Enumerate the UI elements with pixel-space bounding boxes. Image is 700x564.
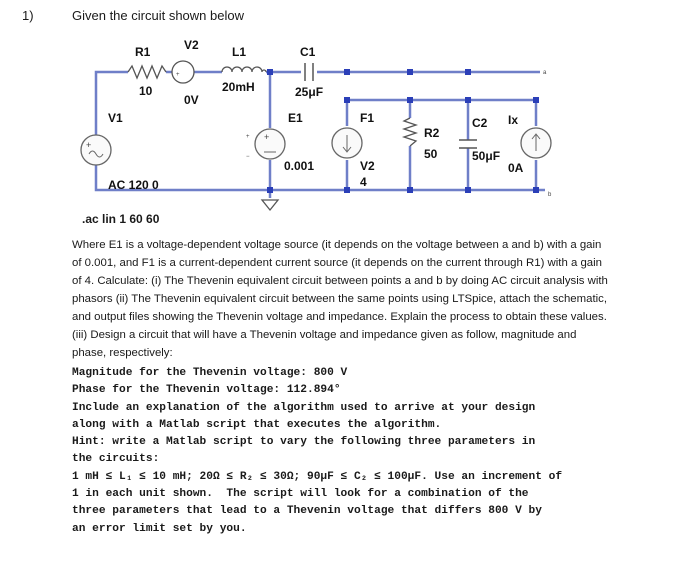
node-a-label: a	[543, 70, 547, 76]
description-line: (iii) Design a circuit that will have a Thevenin voltage and impedance given as follow, magnitude and	[72, 329, 577, 341]
e1-label: E1	[288, 111, 303, 125]
ix-label: Ix	[508, 113, 519, 127]
svg-text:−: −	[246, 154, 250, 160]
v1-source	[81, 135, 111, 165]
ix-source	[521, 128, 551, 158]
node-b-label: b	[548, 192, 552, 198]
svg-text:+: +	[264, 132, 270, 142]
c2-label: C2	[472, 116, 488, 130]
mono-line: Include an explanation of the algorithm used to arrive at your design	[72, 401, 536, 414]
description-line: phasors (ii) The Thevenin equivalent circuit between the same points using LTSpice, attach the schematic,	[72, 293, 608, 305]
v2-label: V2	[184, 38, 199, 52]
l1-value: 20mH	[222, 80, 255, 94]
description-line: phase, respectively:	[72, 347, 173, 359]
c1-capacitor	[305, 63, 313, 81]
f1-gain: 4	[360, 175, 367, 189]
mono-line: the circuits:	[72, 453, 160, 466]
mono-line: along with a Matlab script that executes the algorithm.	[72, 418, 442, 431]
svg-text:+: +	[86, 140, 92, 150]
e1-source	[246, 129, 285, 160]
v1-value: AC 120 0	[108, 178, 159, 192]
f1-label: F1	[360, 111, 375, 125]
question-title: Given the circuit shown below	[72, 8, 244, 23]
f1-source	[332, 128, 362, 158]
spice-directive: .ac lin 1 60 60	[82, 212, 160, 226]
r1-label: R1	[135, 45, 151, 59]
c2-value: 50μF	[472, 149, 501, 163]
mono-line: Phase for the Thevenin voltage: 112.894°	[72, 384, 341, 397]
question-number: 1)	[22, 8, 34, 23]
v1-label: V1	[108, 111, 123, 125]
mono-line: 1 in each unit shown. The script will look for a combination of the	[72, 488, 529, 501]
c1-value: 25μF	[295, 85, 324, 99]
description-line: Where E1 is a voltage-dependent voltage source (it depends on the voltage between a and b) with a gain	[72, 239, 602, 251]
v2-value: 0V	[184, 93, 199, 107]
v2-source	[172, 61, 194, 83]
r2-resistor	[404, 118, 416, 146]
description-paragraph	[72, 236, 644, 362]
e1-value: 0.001	[284, 159, 315, 173]
mono-line: Hint: write a Matlab script to vary the following three parameters in	[72, 436, 536, 449]
svg-text:+: +	[246, 134, 250, 140]
l1-label: L1	[232, 45, 247, 59]
circuit-schematic	[0, 30, 700, 214]
l1-inductor	[222, 67, 266, 72]
r1-resistor	[128, 66, 166, 78]
ix-value: 0A	[508, 161, 524, 175]
design-requirements	[72, 365, 652, 538]
ground-symbol	[262, 200, 278, 210]
description-line: of 4. Calculate: (i) The Thevenin equivalent circuit between points a and b by doing AC circuit analysis with	[72, 275, 608, 287]
description-line: of 0.001, and F1 is a current-dependent current source (it depends on the current through R1) with a gain	[72, 257, 602, 269]
r2-value: 50	[424, 147, 438, 161]
r1-value: 10	[139, 84, 153, 98]
mono-line: an error limit set by you.	[72, 522, 247, 535]
svg-text:+: +	[176, 72, 180, 78]
c2-capacitor	[459, 140, 477, 148]
f1-control: V2	[360, 159, 375, 173]
mono-line: Magnitude for the Thevenin voltage: 800 V	[72, 367, 348, 379]
mono-line: 1 mH ≤ L₁ ≤ 10 mH; 20Ω ≤ R₂ ≤ 30Ω; 90μF ≤ C₂ ≤ 100μF. Use an increment of	[72, 470, 563, 483]
r2-label: R2	[424, 126, 440, 140]
c1-label: C1	[300, 45, 316, 59]
description-line: and output files showing the Thevenin voltage and impedance. Explain the process to obtain these values.	[72, 311, 607, 323]
mono-line: three parameters that lead to a Thevenin voltage that differs 800 V by	[72, 505, 542, 518]
